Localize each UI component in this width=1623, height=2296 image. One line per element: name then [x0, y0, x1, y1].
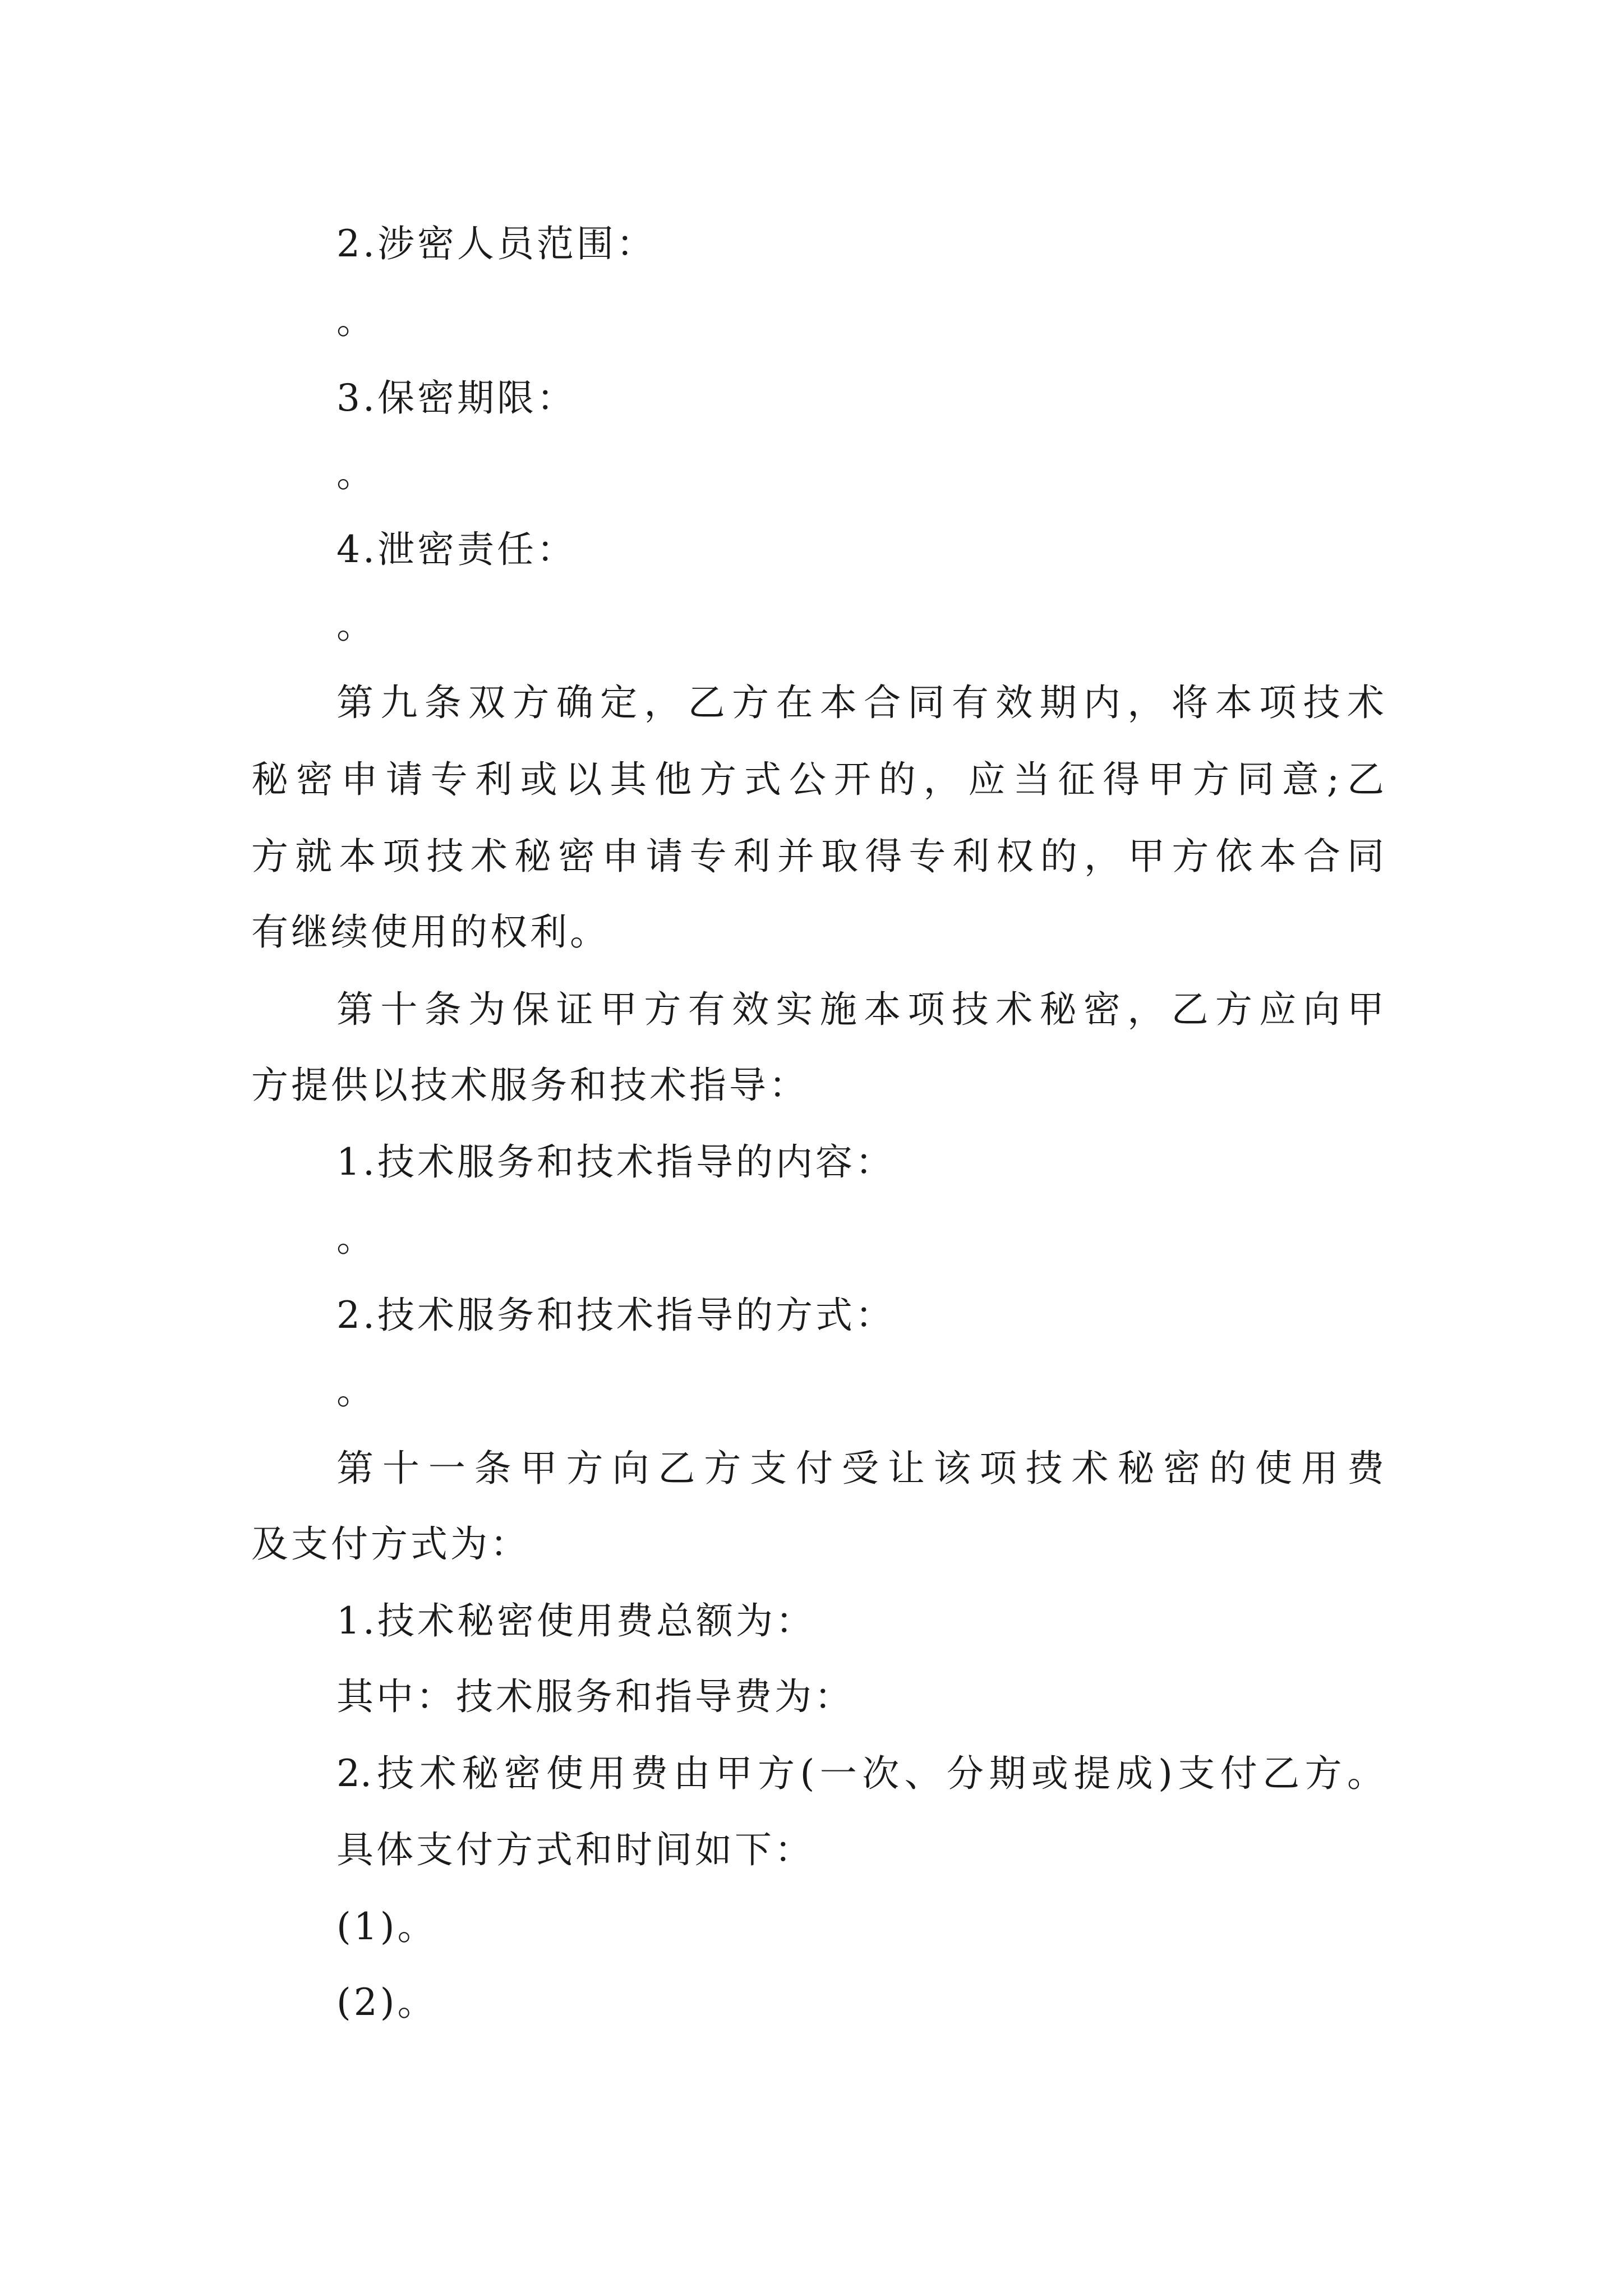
text-line: 4.泄密责任： [336, 528, 577, 571]
text-line: 方提供以技术服务和技术指导： [251, 1064, 809, 1107]
text-line: 。 [336, 1369, 376, 1412]
text-line: (2)。 [336, 1981, 437, 2024]
text-line: 有继续使用的权利。 [251, 910, 610, 954]
text-line: 。 [336, 299, 376, 342]
text-line: 及支付方式为： [251, 1522, 530, 1566]
text-line: 其中：技术服务和指导费为： [336, 1675, 854, 1718]
text-line: 2.技术服务和技术指导的方式： [336, 1294, 895, 1337]
text-line: 方就本项技术秘密申请专利并取得专利权的，甲方依本合同 [251, 835, 1384, 878]
text-line: 1.技术秘密使用费总额为： [336, 1599, 815, 1642]
text-line: 第十条为保证甲方有效实施本项技术秘密，乙方应向甲 [336, 988, 1384, 1031]
text-line: 第九条双方确定，乙方在本合同有效期内，将本项技术 [336, 681, 1384, 724]
text-line: 2.技术秘密使用费由甲方(一次、分期或提成)支付乙方。 [336, 1752, 1384, 1795]
text-line: 。 [336, 452, 376, 495]
text-line: 。 [336, 1217, 376, 1260]
text-line: 具体支付方式和时间如下： [336, 1828, 814, 1871]
text-line: 。 [336, 604, 376, 647]
text-line: 1.技术服务和技术指导的内容： [336, 1140, 895, 1184]
text-line: 秘密申请专利或以其他方式公开的，应当征得甲方同意;乙 [251, 758, 1384, 801]
text-line: 第十一条甲方向乙方支付受让该项技术秘密的使用费 [336, 1447, 1384, 1490]
text-line: 3.保密期限： [336, 376, 577, 420]
text-line: (1)。 [336, 1905, 437, 1948]
text-line: 2.涉密人员范围： [336, 222, 656, 265]
